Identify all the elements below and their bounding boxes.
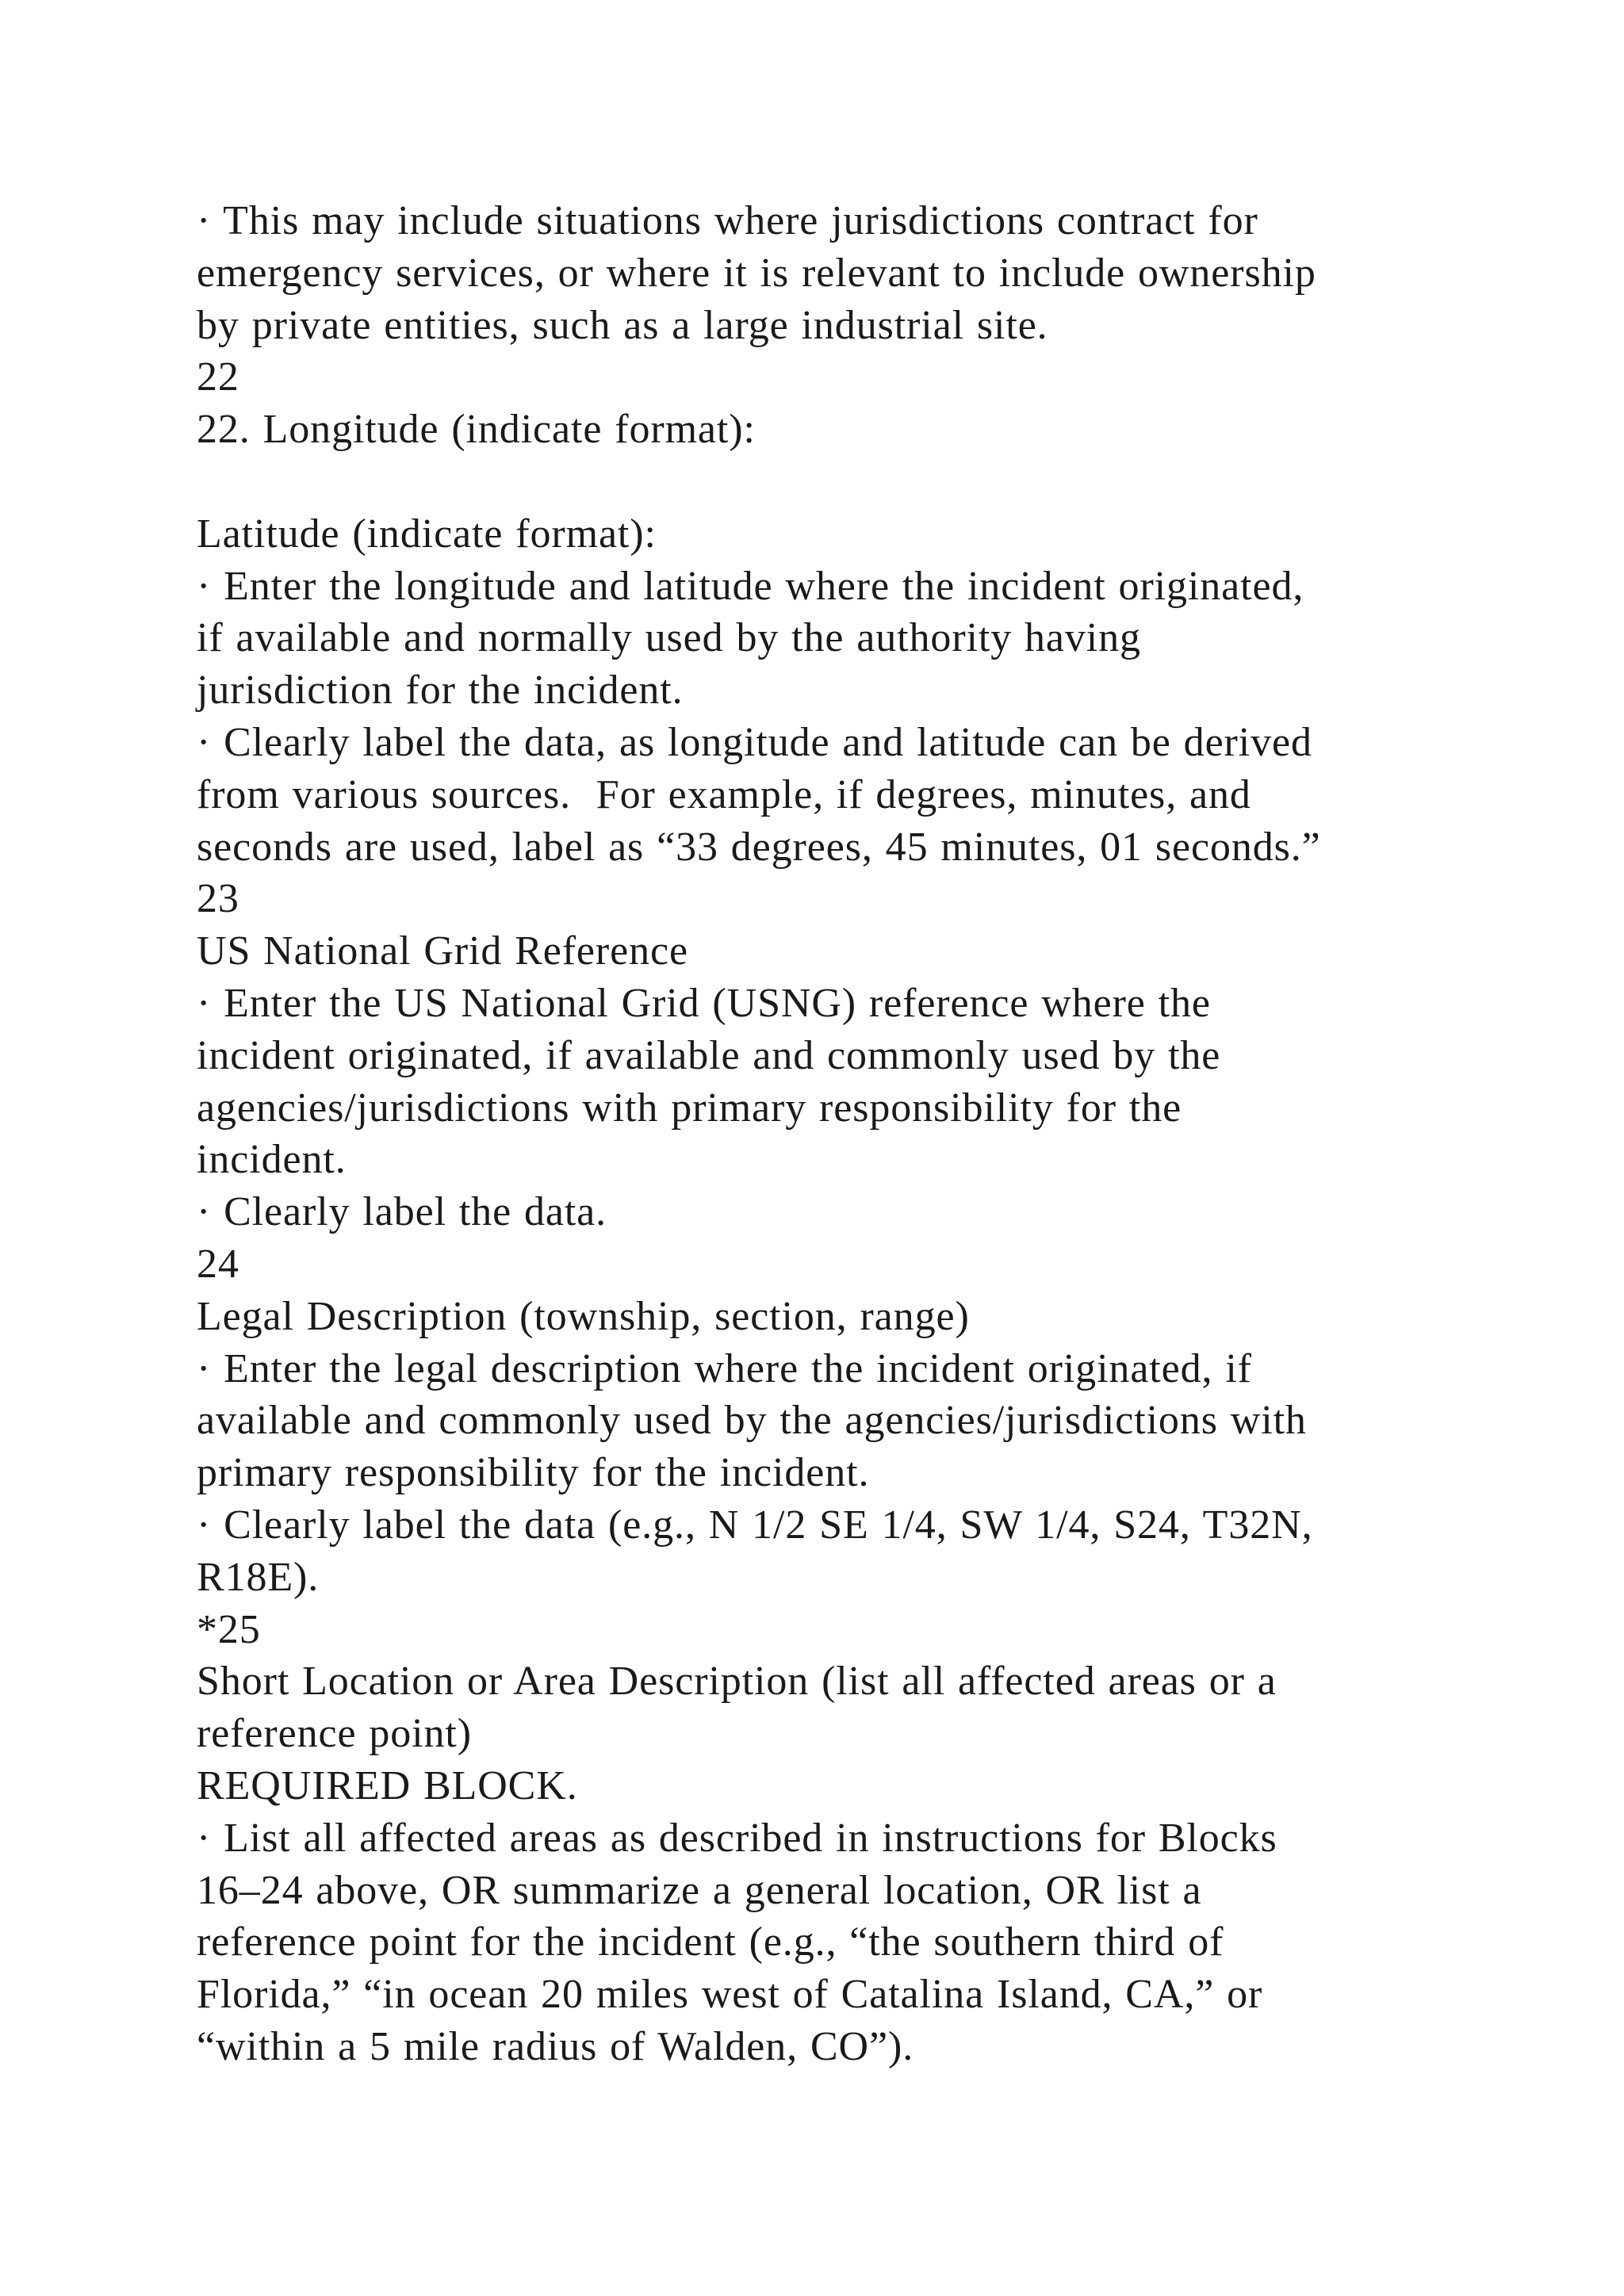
text-line: Florida,” “in ocean 20 miles west of Catalina Island, CA,” or bbox=[197, 1972, 1263, 2018]
block-number: 23 bbox=[197, 876, 239, 922]
text-line: · Enter the longitude and latitude where the incident originated, bbox=[197, 563, 1304, 609]
text-line: · Enter the US National Grid (USNG) reference where the bbox=[197, 980, 1211, 1026]
block-number: 24 bbox=[197, 1241, 239, 1287]
text-line: · List all affected areas as described in instructions for Blocks bbox=[197, 1815, 1277, 1861]
text-line: incident. bbox=[197, 1137, 347, 1183]
text-line: seconds are used, label as “33 degrees, 45 minutes, 01 seconds.” bbox=[197, 824, 1321, 870]
text-line: · Clearly label the data. bbox=[197, 1189, 607, 1235]
text-line: R18E). bbox=[197, 1554, 320, 1600]
text-line: Latitude (indicate format): bbox=[197, 511, 657, 557]
text-line: jurisdiction for the incident. bbox=[197, 668, 684, 714]
block-title: US National Grid Reference bbox=[197, 928, 688, 974]
text-line: if available and normally used by the authority having bbox=[197, 615, 1141, 661]
text-line: · Clearly label the data (e.g., N 1/2 SE 1/4, SW 1/4, S24, T32N, bbox=[197, 1502, 1313, 1548]
text-line: “within a 5 mile radius of Walden, CO”). bbox=[197, 2023, 914, 2069]
block-title: reference point) bbox=[197, 1711, 472, 1757]
required-label: REQUIRED BLOCK. bbox=[197, 1762, 578, 1808]
block-title: Legal Description (township, section, range) bbox=[197, 1293, 970, 1339]
text-line: · Clearly label the data, as longitude and latitude can be derived bbox=[197, 719, 1312, 765]
block-number: 22 bbox=[197, 354, 239, 400]
text-line: incident originated, if available and commonly used by the bbox=[197, 1032, 1221, 1078]
block-title: Short Location or Area Description (list all affected areas or a bbox=[197, 1659, 1277, 1705]
text-line: emergency services, or where it is relevant to include ownership bbox=[197, 250, 1316, 296]
text-line: from various sources. For example, if degrees, minutes, and bbox=[197, 771, 1251, 817]
document-body bbox=[197, 195, 1465, 2073]
blank-line bbox=[197, 456, 1465, 508]
block-number: *25 bbox=[197, 1606, 261, 1652]
text-line: 16–24 above, OR summarize a general location, OR list a bbox=[197, 1867, 1202, 1913]
text-line: available and commonly used by the agencies/jurisdictions with bbox=[197, 1398, 1307, 1444]
text-line: 22. Longitude (indicate format): bbox=[197, 407, 756, 453]
text-line: agencies/jurisdictions with primary responsibility for the bbox=[197, 1085, 1182, 1131]
text-line: · This may include situations where jurisdictions contract for bbox=[197, 198, 1258, 243]
text-line: · Enter the legal description where the incident originated, if bbox=[197, 1345, 1252, 1391]
text-line: by private entities, such as a large industrial site. bbox=[197, 302, 1048, 348]
text-line: primary responsibility for the incident. bbox=[197, 1450, 870, 1496]
text-line: reference point for the incident (e.g., “the southern third of bbox=[197, 1919, 1224, 1965]
